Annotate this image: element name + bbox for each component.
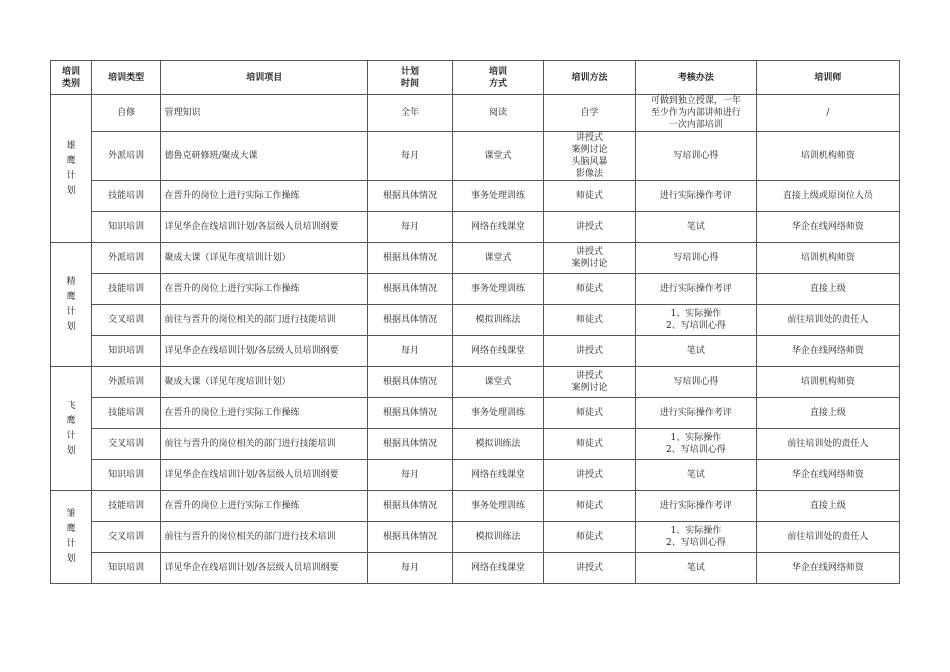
category-cell: 飞 鹰 计 划 bbox=[51, 367, 92, 491]
method-cell: 讲授式 bbox=[543, 336, 635, 367]
type-cell: 外派培训 bbox=[91, 367, 161, 398]
time-cell: 根据具体情况 bbox=[368, 491, 453, 522]
mode-cell: 事务处理训练 bbox=[452, 274, 543, 305]
method-cell: 讲授式 bbox=[543, 553, 635, 584]
type-cell: 技能培训 bbox=[91, 398, 161, 429]
trainer-cell: 直接上级 bbox=[756, 398, 899, 429]
method-cell: 师徒式 bbox=[543, 305, 635, 336]
table-row bbox=[51, 367, 900, 398]
project-cell: 在晋升的岗位上进行实际工作操练 bbox=[161, 398, 368, 429]
mode-cell: 事务处理训练 bbox=[452, 181, 543, 212]
assessment-cell: 1、实际操作 2、写培训心得 bbox=[636, 429, 757, 460]
trainer-cell: 培训机构师资 bbox=[756, 243, 899, 274]
time-cell: 每月 bbox=[368, 336, 453, 367]
project-cell: 详见华企在线培训计划/各层级人员培训纲要 bbox=[161, 212, 368, 243]
type-cell: 知识培训 bbox=[91, 553, 161, 584]
method-cell: 讲授式 案例讨论 bbox=[543, 243, 635, 274]
trainer-cell: 直接上级 bbox=[756, 491, 899, 522]
method-cell: 师徒式 bbox=[543, 274, 635, 305]
time-cell: 根据具体情况 bbox=[368, 522, 453, 553]
table-row bbox=[51, 460, 900, 491]
header-time: 计划 时间 bbox=[368, 61, 453, 95]
method-cell: 讲授式 案例讨论 bbox=[543, 367, 635, 398]
time-cell: 根据具体情况 bbox=[368, 367, 453, 398]
mode-cell: 事务处理训练 bbox=[452, 491, 543, 522]
trainer-cell: 培训机构师资 bbox=[756, 132, 899, 181]
method-cell: 师徒式 bbox=[543, 398, 635, 429]
mode-cell: 网络在线课堂 bbox=[452, 336, 543, 367]
time-cell: 根据具体情况 bbox=[368, 181, 453, 212]
method-cell: 师徒式 bbox=[543, 181, 635, 212]
project-cell: 前往与晋升的岗位相关的部门进行技能培训 bbox=[161, 429, 368, 460]
trainer-cell: 华企在线网络师资 bbox=[756, 553, 899, 584]
assessment-cell: 写培训心得 bbox=[636, 243, 757, 274]
assessment-cell: 笔试 bbox=[636, 553, 757, 584]
table-row bbox=[51, 243, 900, 274]
time-cell: 全年 bbox=[368, 95, 453, 132]
type-cell: 知识培训 bbox=[91, 212, 161, 243]
method-cell: 自学 bbox=[543, 95, 635, 132]
type-cell: 技能培训 bbox=[91, 181, 161, 212]
table-row bbox=[51, 398, 900, 429]
project-cell: 聚成大课（详见年度培训计划） bbox=[161, 367, 368, 398]
header-trainer: 培训师 bbox=[756, 61, 899, 95]
type-cell: 技能培训 bbox=[91, 274, 161, 305]
mode-cell: 模拟训练法 bbox=[452, 522, 543, 553]
trainer-cell: 前往培训处的责任人 bbox=[756, 429, 899, 460]
header-type: 培训类型 bbox=[91, 61, 161, 95]
category-cell: 精 鹰 计 划 bbox=[51, 243, 92, 367]
type-cell: 知识培训 bbox=[91, 336, 161, 367]
assessment-cell: 1、实际操作 2、写培训心得 bbox=[636, 305, 757, 336]
assessment-cell: 写培训心得 bbox=[636, 367, 757, 398]
table-row bbox=[51, 132, 900, 181]
assessment-cell: 进行实际操作考评 bbox=[636, 181, 757, 212]
type-cell: 交叉培训 bbox=[91, 305, 161, 336]
mode-cell: 阅读 bbox=[452, 95, 543, 132]
header-assessment: 考核办法 bbox=[636, 61, 757, 95]
time-cell: 根据具体情况 bbox=[368, 398, 453, 429]
mode-cell: 事务处理训练 bbox=[452, 398, 543, 429]
assessment-cell: 笔试 bbox=[636, 460, 757, 491]
assessment-cell: 1、实际操作 2、写培训心得 bbox=[636, 522, 757, 553]
category-cell: 雄 鹰 计 划 bbox=[51, 95, 92, 243]
trainer-cell: 华企在线网络师资 bbox=[756, 336, 899, 367]
header-project: 培训项目 bbox=[161, 61, 368, 95]
project-cell: 在晋升的岗位上进行实际工作操练 bbox=[161, 491, 368, 522]
method-cell: 讲授式 bbox=[543, 212, 635, 243]
trainer-cell: / bbox=[756, 95, 899, 132]
assessment-cell: 进行实际操作考评 bbox=[636, 274, 757, 305]
assessment-cell: 笔试 bbox=[636, 336, 757, 367]
type-cell: 外派培训 bbox=[91, 243, 161, 274]
mode-cell: 模拟训练法 bbox=[452, 305, 543, 336]
mode-cell: 课堂式 bbox=[452, 367, 543, 398]
table-row bbox=[51, 181, 900, 212]
trainer-cell: 华企在线网络师资 bbox=[756, 212, 899, 243]
project-cell: 前往与晋升的岗位相关的部门进行技术培训 bbox=[161, 522, 368, 553]
trainer-cell: 华企在线网络师资 bbox=[756, 460, 899, 491]
method-cell: 讲授式 案例讨论 头脑风暴 影像法 bbox=[543, 132, 635, 181]
method-cell: 讲授式 bbox=[543, 460, 635, 491]
mode-cell: 模拟训练法 bbox=[452, 429, 543, 460]
time-cell: 每月 bbox=[368, 212, 453, 243]
table-row bbox=[51, 336, 900, 367]
header-row bbox=[51, 61, 900, 95]
project-cell: 详见华企在线培训计划/各层级人员培训纲要 bbox=[161, 336, 368, 367]
trainer-cell: 直接上级或原岗位人员 bbox=[756, 181, 899, 212]
project-cell: 前往与晋升的岗位相关的部门进行技能培训 bbox=[161, 305, 368, 336]
project-cell: 在晋升的岗位上进行实际工作操练 bbox=[161, 181, 368, 212]
table-row bbox=[51, 305, 900, 336]
assessment-cell: 写培训心得 bbox=[636, 132, 757, 181]
assessment-cell: 进行实际操作考评 bbox=[636, 491, 757, 522]
method-cell: 师徒式 bbox=[543, 429, 635, 460]
time-cell: 每月 bbox=[368, 132, 453, 181]
type-cell: 交叉培训 bbox=[91, 522, 161, 553]
mode-cell: 网络在线课堂 bbox=[452, 553, 543, 584]
table-row bbox=[51, 522, 900, 553]
project-cell: 详见华企在线培训计划/各层级人员培训纲要 bbox=[161, 460, 368, 491]
mode-cell: 课堂式 bbox=[452, 132, 543, 181]
mode-cell: 网络在线课堂 bbox=[452, 460, 543, 491]
time-cell: 根据具体情况 bbox=[368, 274, 453, 305]
type-cell: 技能培训 bbox=[91, 491, 161, 522]
table-row bbox=[51, 212, 900, 243]
table-row bbox=[51, 553, 900, 584]
project-cell: 德鲁克研修班/聚成大课 bbox=[161, 132, 368, 181]
trainer-cell: 直接上级 bbox=[756, 274, 899, 305]
header-method: 培训方法 bbox=[543, 61, 635, 95]
table-row bbox=[51, 95, 900, 132]
method-cell: 师徒式 bbox=[543, 491, 635, 522]
category-cell: 雏 鹰 计 划 bbox=[51, 491, 92, 584]
trainer-cell: 前往培训处的责任人 bbox=[756, 522, 899, 553]
assessment-cell: 进行实际操作考评 bbox=[636, 398, 757, 429]
assessment-cell: 笔试 bbox=[636, 212, 757, 243]
header-mode: 培训 方式 bbox=[452, 61, 543, 95]
project-cell: 聚成大课（详见年度培训计划） bbox=[161, 243, 368, 274]
time-cell: 根据具体情况 bbox=[368, 429, 453, 460]
table-row bbox=[51, 491, 900, 522]
type-cell: 外派培训 bbox=[91, 132, 161, 181]
mode-cell: 课堂式 bbox=[452, 243, 543, 274]
type-cell: 交叉培训 bbox=[91, 429, 161, 460]
project-cell: 详见华企在线培训计划/各层级人员培训纲要 bbox=[161, 553, 368, 584]
time-cell: 根据具体情况 bbox=[368, 305, 453, 336]
time-cell: 根据具体情况 bbox=[368, 243, 453, 274]
project-cell: 管理知识 bbox=[161, 95, 368, 132]
method-cell: 师徒式 bbox=[543, 522, 635, 553]
assessment-cell: 可做到独立授课，一年 至少作为内部讲师进行 一次内部培训 bbox=[636, 95, 757, 132]
table-row bbox=[51, 274, 900, 305]
time-cell: 每月 bbox=[368, 553, 453, 584]
mode-cell: 网络在线课堂 bbox=[452, 212, 543, 243]
table-body bbox=[51, 95, 900, 584]
type-cell: 知识培训 bbox=[91, 460, 161, 491]
project-cell: 在晋升的岗位上进行实际工作操练 bbox=[161, 274, 368, 305]
trainer-cell: 前往培训处的责任人 bbox=[756, 305, 899, 336]
header-category: 培训 类别 bbox=[51, 61, 92, 95]
time-cell: 每月 bbox=[368, 460, 453, 491]
type-cell: 自修 bbox=[91, 95, 161, 132]
training-plan-table bbox=[50, 60, 900, 584]
trainer-cell: 培训机构师资 bbox=[756, 367, 899, 398]
table-row bbox=[51, 429, 900, 460]
